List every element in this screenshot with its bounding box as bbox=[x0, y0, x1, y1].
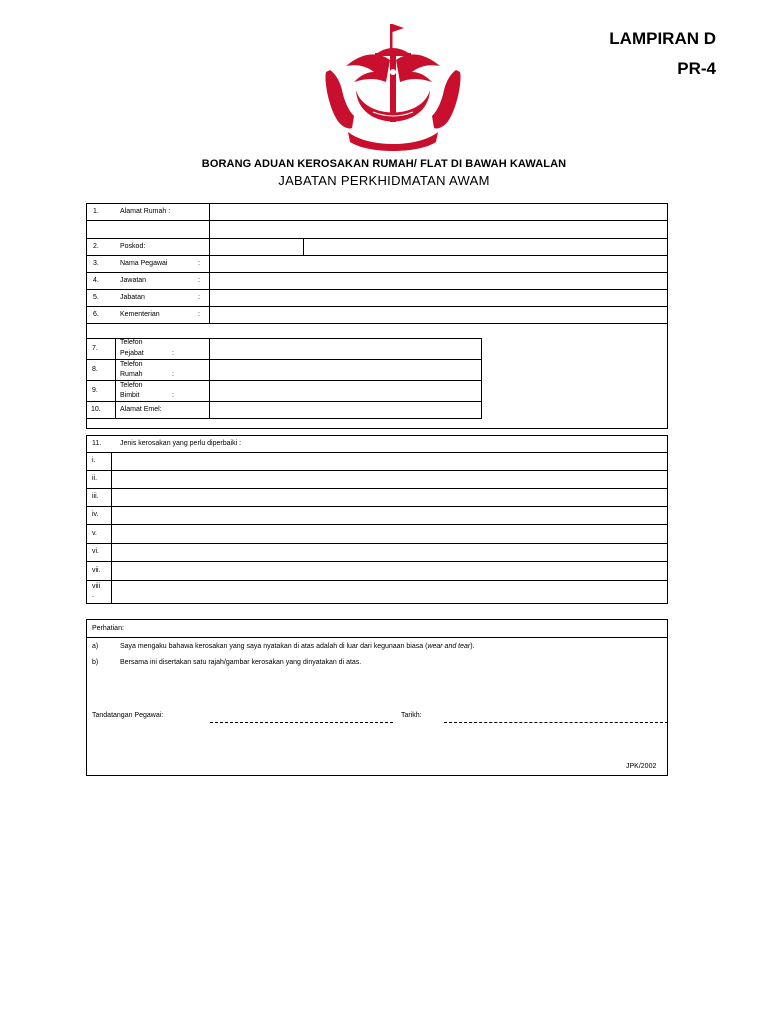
damage-item-field[interactable] bbox=[112, 507, 667, 524]
damage-heading: Jenis kerosakan yang perlu diperbaiki : bbox=[120, 440, 242, 447]
postcode-field[interactable] bbox=[210, 239, 303, 255]
damage-item-number: i. bbox=[92, 457, 96, 464]
separator-colon: : bbox=[198, 260, 200, 267]
position-label: Jawatan bbox=[120, 277, 147, 284]
separator-colon: : bbox=[198, 277, 200, 284]
home-phone-label: Telefon bbox=[120, 361, 143, 368]
row-number: 5. bbox=[93, 294, 99, 301]
row-number: 2. bbox=[93, 243, 99, 250]
row-number: 10. bbox=[91, 406, 101, 413]
officer-name-field[interactable] bbox=[210, 256, 667, 272]
declaration-b-text: Bersama ini disertakan satu rajah/gambar kerosakan yang dinyatakan di atas. bbox=[120, 659, 362, 666]
damage-item-number: viii bbox=[92, 583, 101, 590]
annex-label: LAMPIRAN D bbox=[609, 29, 716, 48]
department-label: Jabatan bbox=[120, 294, 145, 301]
row-number: 8. bbox=[92, 366, 98, 373]
signature-line[interactable] bbox=[210, 722, 393, 723]
position-field[interactable] bbox=[210, 273, 667, 289]
damage-item-number: vi. bbox=[92, 548, 99, 555]
damage-item-field[interactable] bbox=[112, 562, 667, 580]
damage-item-number: iii. bbox=[92, 493, 99, 500]
office-phone-label-2: Pejabat bbox=[120, 350, 144, 357]
postcode-label: Poskod: bbox=[120, 243, 146, 250]
state-crest-logo bbox=[318, 20, 468, 155]
row-number: 3. bbox=[93, 260, 99, 267]
damage-item-number-suffix: . bbox=[92, 592, 94, 599]
damage-item-field[interactable] bbox=[112, 544, 667, 561]
damage-item-field[interactable] bbox=[112, 525, 667, 543]
row-number: 4. bbox=[93, 277, 99, 284]
address-field-line1[interactable] bbox=[210, 204, 667, 220]
damage-item-field[interactable] bbox=[112, 489, 667, 506]
row-number: 1. bbox=[93, 208, 99, 215]
damage-item-field[interactable] bbox=[112, 453, 667, 470]
form-title-line1: BORANG ADUAN KEROSAKAN RUMAH/ FLAT DI BAWAH KAWALAN bbox=[201, 158, 567, 170]
item-b-label: b) bbox=[92, 659, 99, 666]
home-phone-field[interactable] bbox=[210, 360, 481, 380]
office-phone-label: Telefon bbox=[120, 339, 143, 346]
signature-label: Tandatangan Pegawai: bbox=[92, 712, 164, 719]
department-field[interactable] bbox=[210, 290, 667, 306]
date-line[interactable] bbox=[444, 722, 668, 723]
ministry-field[interactable] bbox=[210, 307, 667, 323]
mobile-phone-label: Telefon bbox=[120, 382, 143, 389]
office-phone-field[interactable] bbox=[210, 339, 481, 359]
row-number: 6. bbox=[93, 311, 99, 318]
ministry-label: Kementerian bbox=[120, 311, 160, 318]
item-a-label: a) bbox=[92, 643, 99, 650]
form-code: PR-4 bbox=[677, 59, 716, 78]
mobile-phone-label-2: Bimbit bbox=[120, 392, 140, 399]
separator-colon: : bbox=[198, 294, 200, 301]
damage-item-field[interactable] bbox=[112, 471, 667, 488]
damage-item-number: ii. bbox=[92, 475, 98, 482]
damage-item-field[interactable] bbox=[112, 581, 667, 603]
row-number: 9. bbox=[92, 387, 98, 394]
home-phone-label-2: Rumah bbox=[120, 371, 143, 378]
email-field[interactable] bbox=[210, 402, 481, 418]
damage-item-number: iv. bbox=[92, 511, 99, 518]
separator-colon: : bbox=[172, 371, 174, 378]
address-label: Alamat Rumah : bbox=[120, 208, 171, 215]
reference-code: JPK/2002 bbox=[626, 763, 657, 770]
officer-name-label: Nama Pegawai bbox=[120, 260, 168, 267]
damage-item-number: vii. bbox=[92, 567, 101, 574]
declaration-a-text: Saya mengaku bahawa kerosakan yang saya nyatakan di atas adalah di luar dari kegunaan biasa (wear and tear). bbox=[120, 643, 475, 650]
date-label: Tarikh: bbox=[401, 712, 422, 719]
declaration-a-italic: wear and tear bbox=[427, 643, 471, 650]
row-number: 7. bbox=[92, 345, 98, 352]
mobile-phone-field[interactable] bbox=[210, 381, 481, 401]
separator-colon: : bbox=[172, 392, 174, 399]
separator-colon: : bbox=[198, 311, 200, 318]
damage-item-number: v. bbox=[92, 530, 97, 537]
form-title-line2: JABATAN PERKHIDMATAN AWAM bbox=[278, 173, 490, 188]
notice-heading: Perhatian: bbox=[92, 625, 124, 632]
separator-colon: : bbox=[172, 350, 174, 357]
address-field-line2[interactable] bbox=[210, 221, 667, 238]
email-label: Alamat Emel: bbox=[120, 406, 162, 413]
row-number: 11. bbox=[92, 440, 102, 447]
